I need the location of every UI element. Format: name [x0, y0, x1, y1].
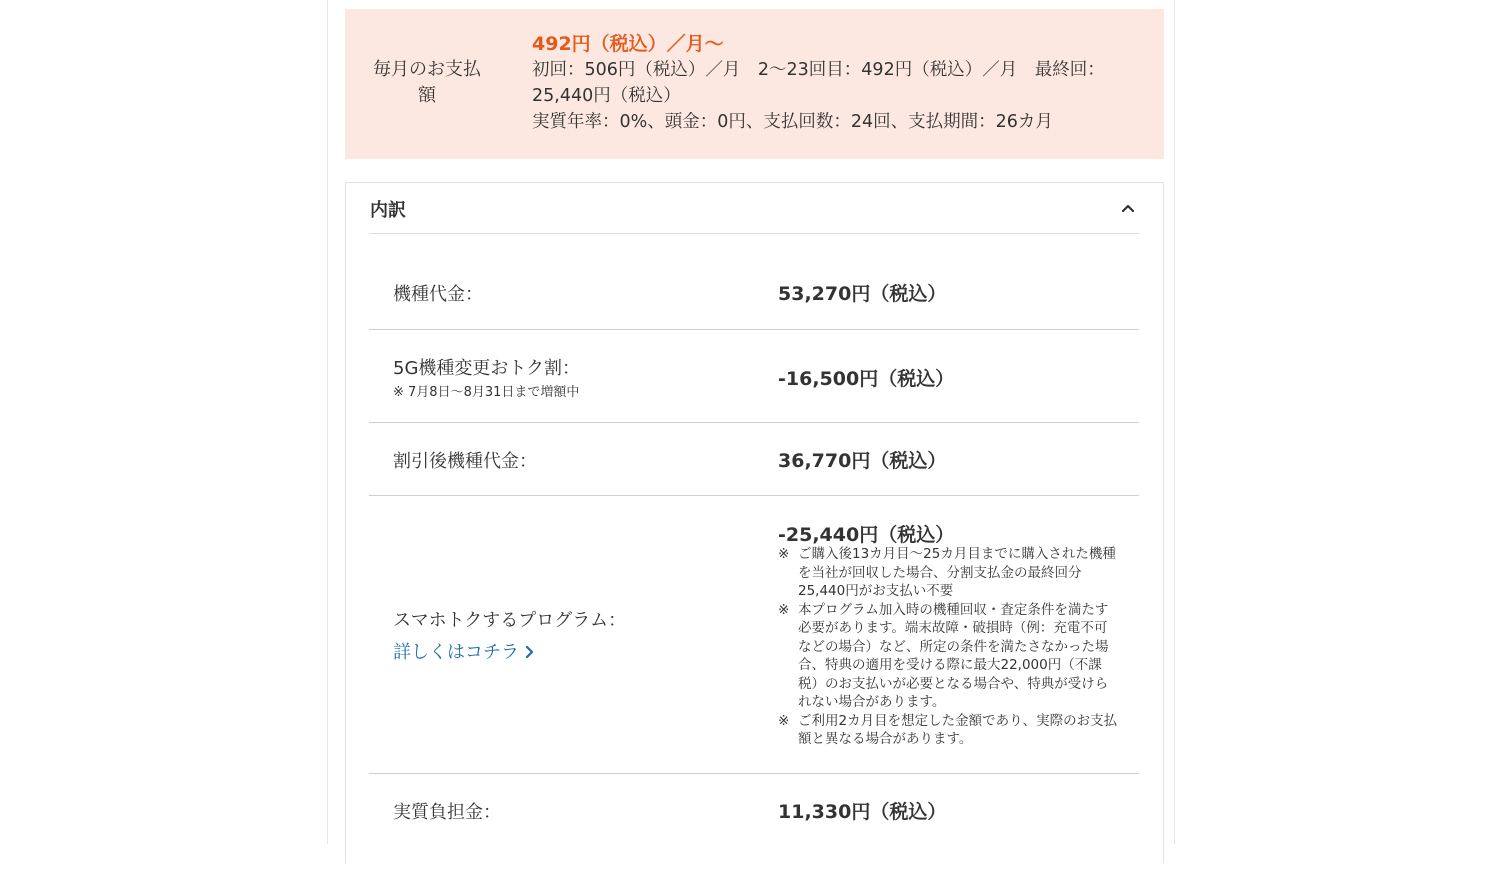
row-value: -16,500円（税込）: [778, 368, 955, 390]
row-label: 実質負担金：: [393, 802, 501, 823]
page-right-border: [1174, 0, 1175, 844]
breakdown-panel: [345, 182, 1164, 863]
breakdown-title: 内訳: [370, 200, 406, 221]
row-label: スマホトクするプログラム：: [393, 610, 627, 631]
monthly-payment-label: 毎月のお支払額: [373, 59, 481, 106]
row-device-price: [369, 234, 1139, 330]
monthly-payment-panel: [345, 9, 1164, 159]
page-left-border: [327, 0, 328, 844]
row-note: ※ 7月8日〜8月31日まで増額中: [393, 385, 580, 400]
monthly-price: 492円（税込）／月〜: [532, 33, 724, 55]
note-item: ※ 本プログラム加入時の機種回収・査定条件を満たす必要があります。端末故障・破損時（例：充電不可などの場合）など、所定の条件を満たさなかった場合、特典の適用を受ける際に最大22,000円（不課税）のお支払いが必要となる場合や、特典が受けられない場合があります。: [778, 601, 1109, 710]
breakdown-header[interactable]: [369, 183, 1139, 234]
chevron-right-icon: [525, 643, 535, 664]
row-value: 11,330円（税込）: [778, 801, 947, 823]
row-smartphone-program: [369, 496, 1139, 774]
row-actual-cost: [369, 774, 1139, 894]
row-value: 36,770円（税込）: [778, 450, 947, 472]
details-link[interactable]: [393, 638, 535, 664]
financing-terms: 実質年率：0%、頭金：0円、支払回数：24回、支払期間：26カ月: [532, 112, 1053, 132]
details-link-label: 詳しくはコチラ: [393, 642, 519, 663]
row-label: 機種代金：: [393, 284, 483, 305]
note-item: ※ ご利用2カ月目を想定した金額であり、実際のお支払額と異なる場合があります。: [778, 712, 1118, 747]
chevron-up-icon[interactable]: [1117, 197, 1139, 219]
installment-schedule: 初回：506円（税込）／月 2〜23回目：492円（税込）／月 最終回：25,440円（税込）: [532, 60, 1105, 106]
row-discounted-price: [369, 423, 1139, 496]
row-value: -25,440円（税込）: [778, 524, 955, 546]
row-label: 5G機種変更おトク割：: [393, 358, 581, 379]
note-item: ※ ご購入後13カ月目〜25カ月目までに購入された機種を当社が回収した場合、分割支払金の最終回分25,440円がお支払い不要: [778, 546, 1116, 599]
row-5g-discount: [369, 330, 1139, 423]
program-notes: [778, 545, 1118, 749]
row-value: 53,270円（税込）: [778, 283, 947, 305]
monthly-payment-details: [532, 31, 1132, 135]
row-label: 割引後機種代金：: [393, 451, 537, 472]
